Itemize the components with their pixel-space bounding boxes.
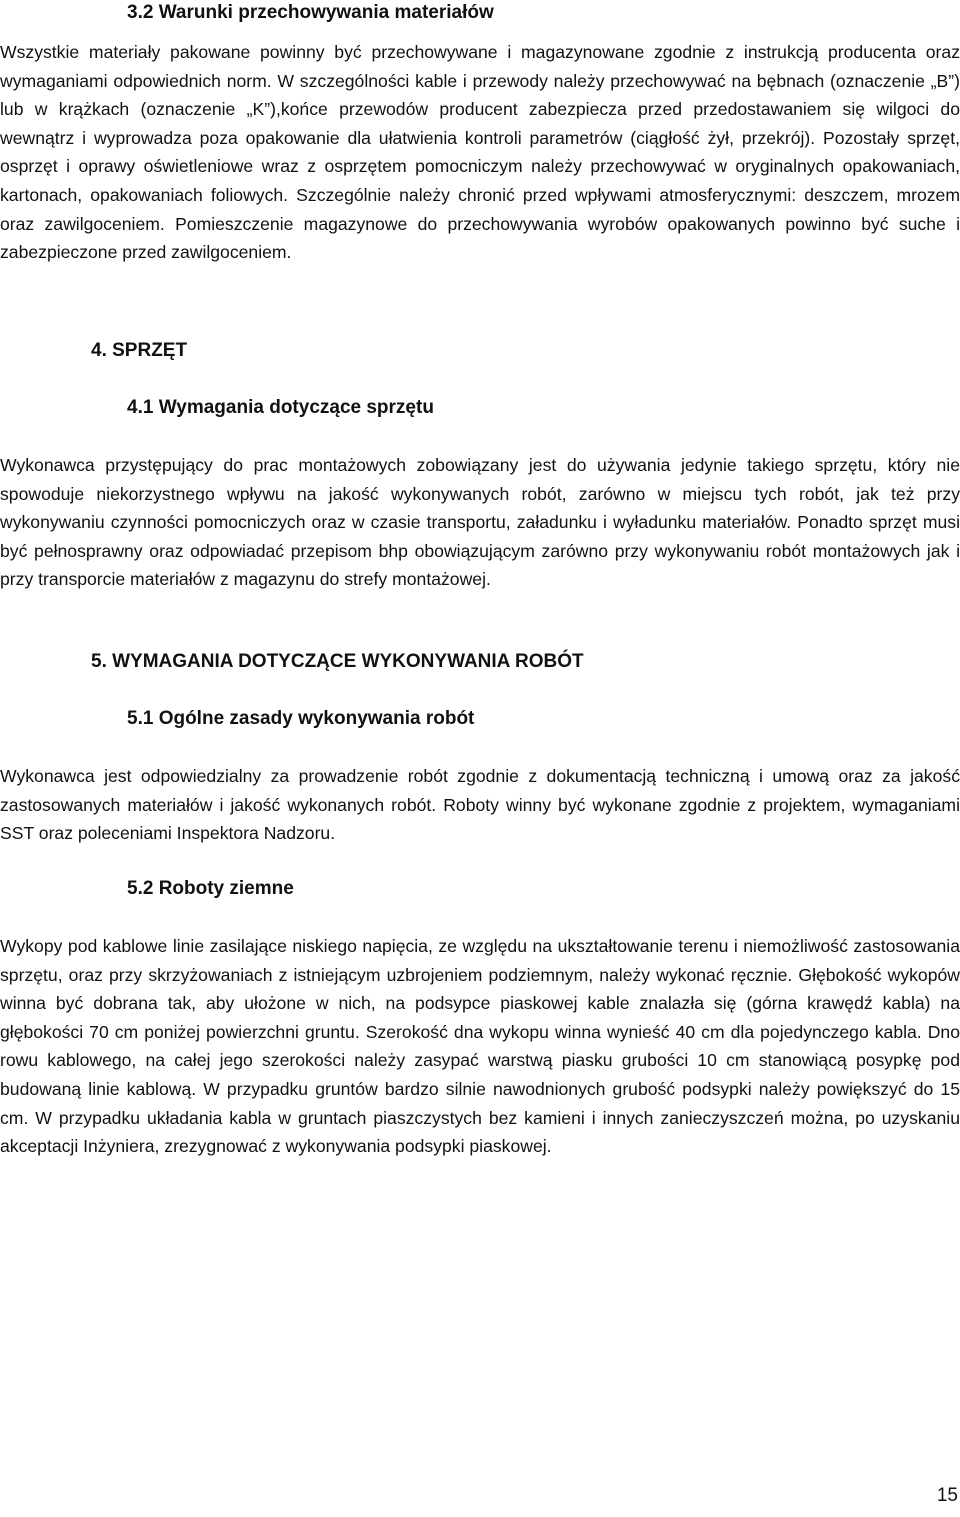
section-4-1-heading: 4.1 Wymagania dotyczące sprzętu (127, 397, 434, 418)
section-5-heading: 5. WYMAGANIA DOTYCZĄCE WYKONYWANIA ROBÓT (91, 651, 584, 672)
section-5-2-heading: 5.2 Roboty ziemne (127, 878, 294, 899)
page-number: 15 (936, 1485, 958, 1506)
section-3-2-paragraph: Wszystkie materiały pakowane powinny być przechowywane i magazynowane zgodnie z instrukcją producenta oraz wymaganiami odpowiednich norm. W szczególności kable i przewody należy przechowywać na bębnach (oznaczenie „B”) lub w krążkach (oznaczenie „K”),końce przewodów producent zabezpiecza przed przedostawaniem się wilgoci do wewnątrz i wyprowadza poza opakowanie dla ułatwienia kontroli parametrów (ciągłość żył, przekrój). Pozostały sprzęt, osprzęt i oprawy oświetleniowe wraz z osprzętem pomocniczym należy przechowywać w oryginalnych opakowaniach, kartonach, opakowaniach foliowych. Szczególnie należy chronić przed wpływami atmosferycznymi: deszczem, mrozem oraz zawilgoceniem. Pomieszczenie magazynowe do przechowywania wyrobów opakowanych powinno być suche i zabezpieczone przed zawilgoceniem. (0, 42, 960, 263)
section-3-2-heading: 3.2 Warunki przechowywania materiałów (127, 2, 494, 23)
section-4-heading: 4. SPRZĘT (91, 340, 188, 361)
section-5-2-paragraph: Wykopy pod kablowe linie zasilające niskiego napięcia, ze względu na ukształtowanie terenu i niemożliwość zastosowania sprzętu, oraz przy skrzyżowaniach z istniejącym uzbrojeniem podziemnym, należy wykonać ręcznie. Głębokość wykopów winna być dobrana tak, aby ułożone w nich, na podsypce piaskowej kable znalazła się (górna krawędź kabla) na głębokości 70 cm poniżej powierzchni gruntu. Szerokość dna wykopu winna wynieść 40 cm dla pojedynczego kabla. Dno rowu kablowego, na całej jego szerokości należy zasypać warstwą piasku grubości 10 cm stanowiącą posypkę pod budowaną linie kablową. W przypadku gruntów bardzo silnie nawodnionych grubość podsypki należy powiększyć do 15 cm. W przypadku układania kabla w gruntach piaszczystych bez kamieni i innych zanieczyszczeń można, po uzyskaniu akceptacji Inżyniera, zrezygnować z wykonywania podsypki piaskowej. (0, 936, 960, 1157)
section-5-1-paragraph: Wykonawca jest odpowiedzialny za prowadzenie robót zgodnie z dokumentacją techniczną i umową oraz za jakość zastosowanych materiałów i jakość wykonanych robót. Roboty winny być wykonane zgodnie z projektem, wymaganiami SST oraz poleceniami Inspektora Nadzoru. (0, 766, 960, 844)
section-4-1-paragraph: Wykonawca przystępujący do prac montażowych zobowiązany jest do używania jedynie takiego sprzętu, który nie spowoduje niekorzystnego wpływu na jakość wykonywanych robót, zarówno w miejscu tych robót, jak też przy wykonywaniu czynności pomocniczych oraz w czasie transportu, załadunku i wyładunku materiałów. Ponadto sprzęt musi być pełnosprawny oraz odpowiadać przepisom bhp obowiązującym zarówno przy wykonywaniu robót montażowych jak i przy transporcie materiałów z magazynu do strefy montażowej. (0, 455, 960, 590)
section-5-1-heading: 5.1 Ogólne zasady wykonywania robót (127, 708, 475, 729)
